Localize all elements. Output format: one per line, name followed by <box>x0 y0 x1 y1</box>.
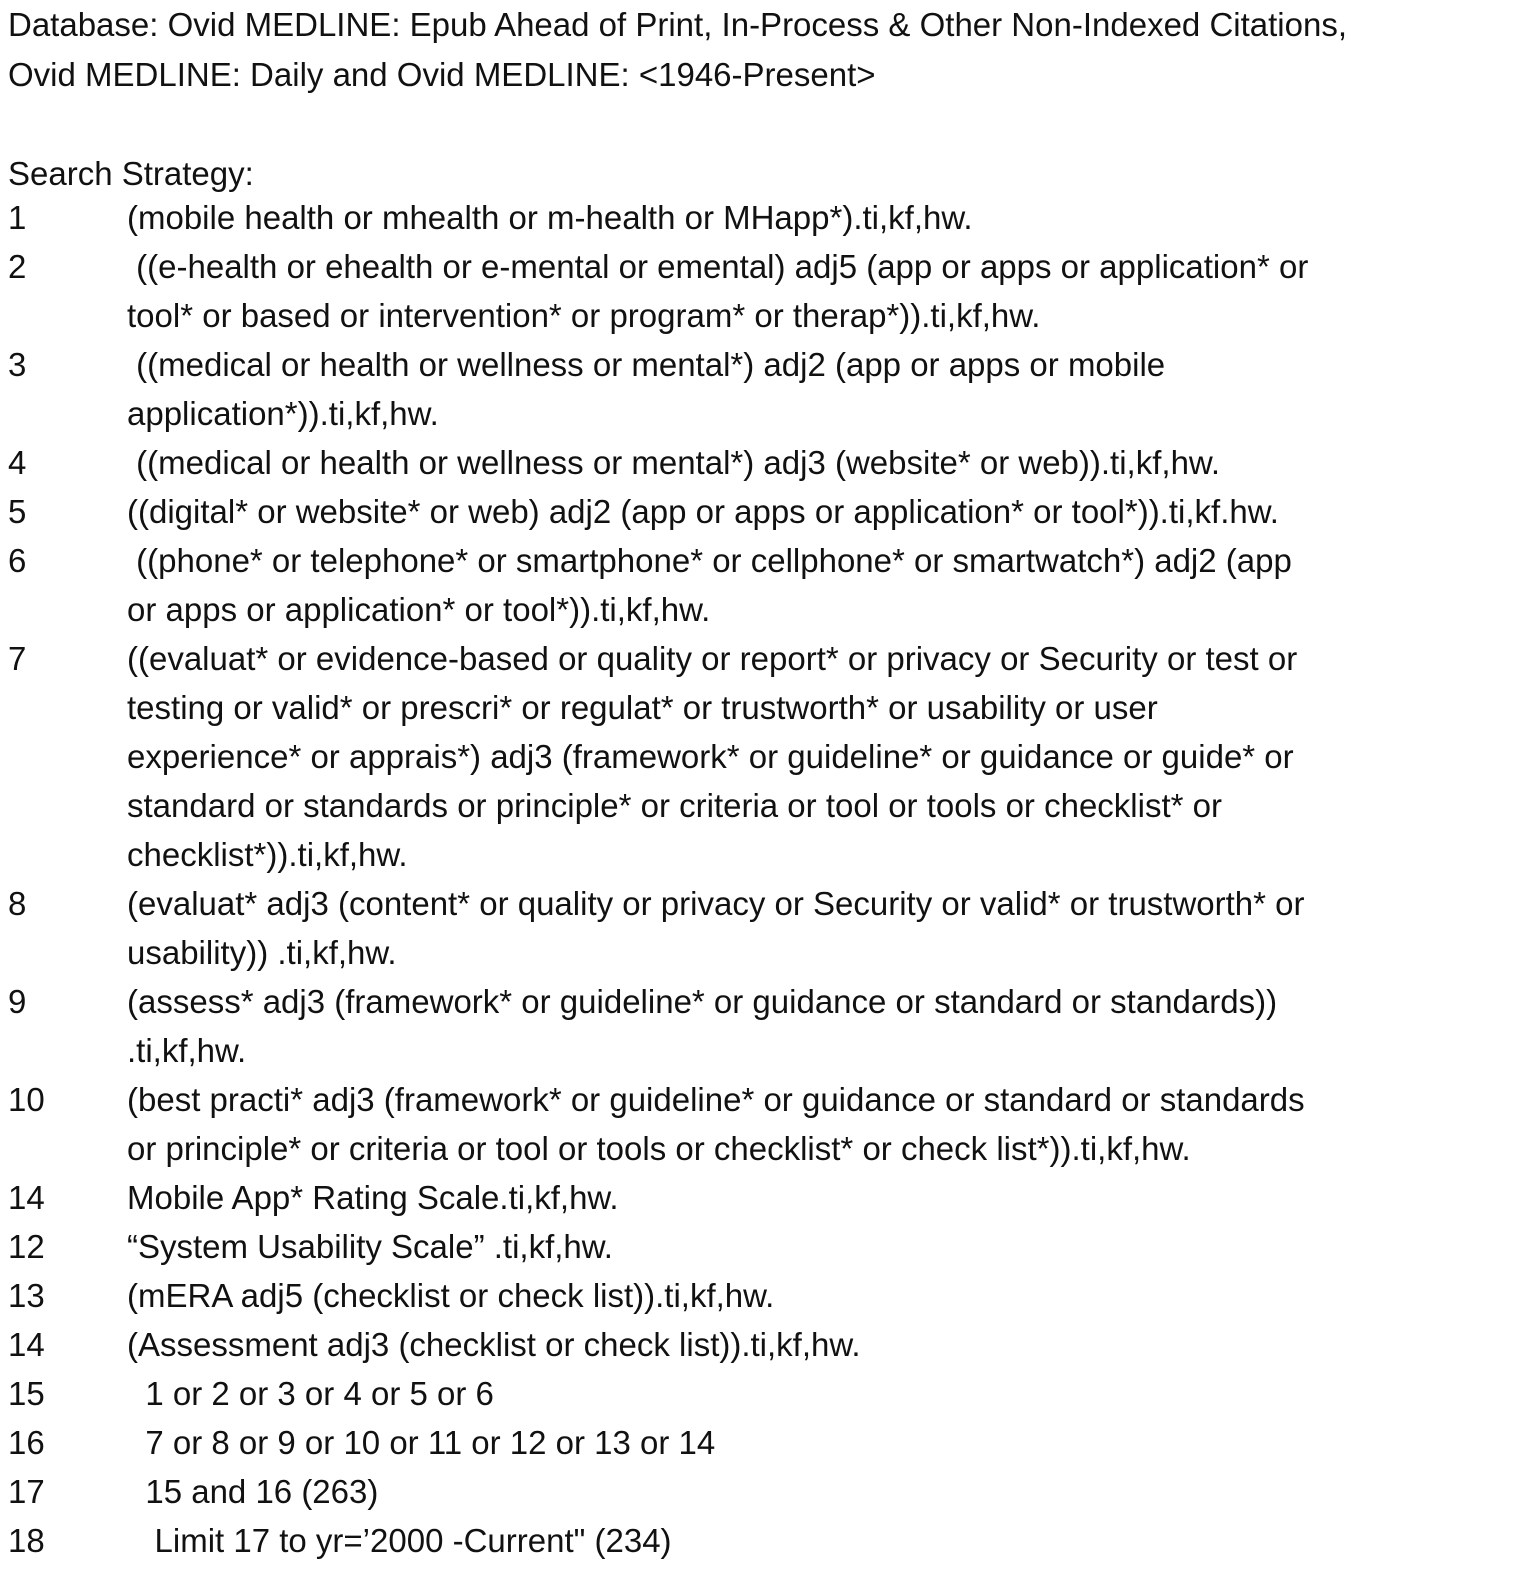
search-row-number: 8 <box>8 885 27 922</box>
search-row <box>8 1369 1523 1418</box>
search-row-number: 14 <box>8 1326 45 1363</box>
search-row-number: 7 <box>8 640 27 677</box>
search-row <box>8 1320 1523 1369</box>
search-row-text: (Assessment adj3 (checklist or check list)).ti,kf,hw. <box>127 1326 861 1363</box>
search-strategy-list <box>8 193 1523 1565</box>
search-row-number: 3 <box>8 346 27 383</box>
search-row-number: 9 <box>8 983 27 1020</box>
search-row-text: (evaluat* adj3 (content* or quality or privacy or Security or valid* or trustworth* or usability)) .ti,kf,hw. <box>127 885 1305 971</box>
search-row-text: (mobile health or mhealth or m-health or MHapp*).ti,kf,hw. <box>127 199 973 236</box>
search-row <box>8 242 1523 340</box>
search-row <box>8 634 1523 879</box>
search-row-text: Limit 17 to yr=’2000 -Current" (234) <box>127 1522 672 1559</box>
search-row-text: ((medical or health or wellness or mental*) adj2 (app or apps or mobile application*)).ti,kf,hw. <box>127 346 1166 432</box>
search-row <box>8 1173 1523 1222</box>
search-row-number: 16 <box>8 1424 45 1461</box>
search-row-text: (mERA adj5 (checklist or check list)).ti,kf,hw. <box>127 1277 775 1314</box>
search-strategy-heading: Search Strategy: <box>8 155 254 192</box>
search-row <box>8 1467 1523 1516</box>
search-row-text: (assess* adj3 (framework* or guideline* or guidance or standard or standards)) .ti,kf,hw. <box>127 983 1278 1069</box>
search-row-text: ((evaluat* or evidence-based or quality or report* or privacy or Security or test or testing or valid* or prescri* or regulat* or trustworth* or usability or user experience* or apprais*) adj3 (framework* or guideline* or guidance or guide* or standard or standards or principle* or criteria or tool or tools or checklist* or checklist*)).ti,kf,hw. <box>127 640 1298 873</box>
search-row <box>8 1222 1523 1271</box>
search-row-number: 5 <box>8 493 27 530</box>
search-row-text: Mobile App* Rating Scale.ti,kf,hw. <box>127 1179 619 1216</box>
search-row-number: 18 <box>8 1522 45 1559</box>
search-row-number: 17 <box>8 1473 45 1510</box>
search-row <box>8 536 1523 634</box>
search-row <box>8 1075 1523 1173</box>
search-row-text: ((phone* or telephone* or smartphone* or cellphone* or smartwatch*) adj2 (app or apps or application* or tool*)).ti,kf,hw. <box>127 542 1292 628</box>
database-line-2: Ovid MEDLINE: Daily and Ovid MEDLINE: <1946-Present> <box>8 56 876 93</box>
search-row <box>8 193 1523 242</box>
search-row <box>8 1516 1523 1565</box>
search-row-text: 15 and 16 (263) <box>127 1473 379 1510</box>
search-row-number: 12 <box>8 1228 45 1265</box>
search-row <box>8 977 1523 1075</box>
search-row <box>8 340 1523 438</box>
search-row-number: 10 <box>8 1081 45 1118</box>
search-row-text: (best practi* adj3 (framework* or guideline* or guidance or standard or standards or principle* or criteria or tool or tools or checklist* or check list*)).ti,kf,hw. <box>127 1081 1305 1167</box>
search-row-number: 14 <box>8 1179 45 1216</box>
search-row <box>8 438 1523 487</box>
search-row-number: 4 <box>8 444 27 481</box>
search-row-text: ((e-health or ehealth or e-mental or emental) adj5 (app or apps or application* or tool* or based or intervention* or program* or therap*)).ti,kf,hw. <box>127 248 1309 334</box>
search-row <box>8 487 1523 536</box>
search-row-text: ((medical or health or wellness or mental*) adj3 (website* or web)).ti,kf,hw. <box>127 444 1221 481</box>
search-row-text: “System Usability Scale” .ti,kf,hw. <box>127 1228 613 1265</box>
search-row-text: 7 or 8 or 9 or 10 or 11 or 12 or 13 or 14 <box>127 1424 716 1461</box>
search-row-text: 1 or 2 or 3 or 4 or 5 or 6 <box>127 1375 494 1412</box>
search-row <box>8 879 1523 977</box>
search-row <box>8 1271 1523 1320</box>
search-row-text: ((digital* or website* or web) adj2 (app or apps or application* or tool*)).ti,kf.hw. <box>127 493 1279 530</box>
search-row-number: 1 <box>8 199 27 236</box>
search-row-number: 13 <box>8 1277 45 1314</box>
database-line-1: Database: Ovid MEDLINE: Epub Ahead of Print, In-Process & Other Non-Indexed Citations, <box>8 6 1347 43</box>
search-row-number: 15 <box>8 1375 45 1412</box>
search-row-number: 6 <box>8 542 27 579</box>
search-row-number: 2 <box>8 248 27 285</box>
search-row <box>8 1418 1523 1467</box>
